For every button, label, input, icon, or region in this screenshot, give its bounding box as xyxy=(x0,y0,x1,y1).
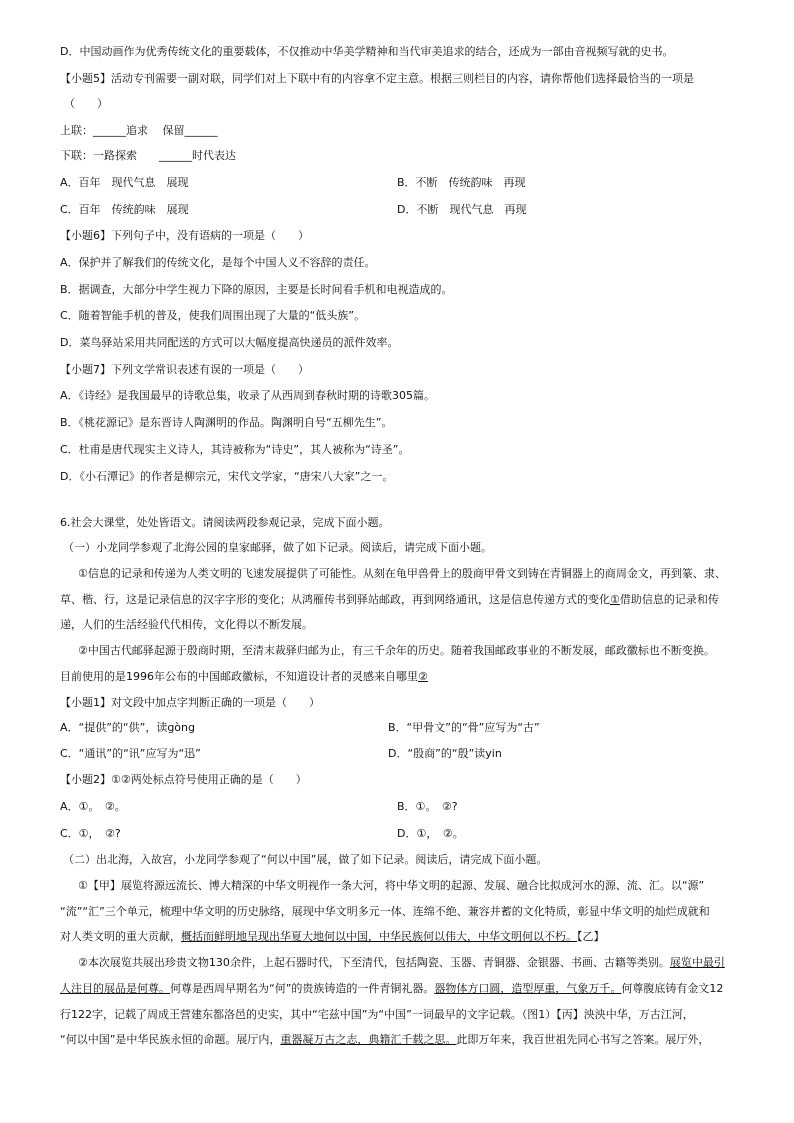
passage-3-line-2: “流”“汇”三个单元，梳理中华文明的历史脉络，展现中华文明多元一体、连绵不绝、兼容并蓄的文化特质，彰显中华文明的灿烂成就和 xyxy=(60,905,710,918)
q5-option-b: B．不断 传统韵味 再现 xyxy=(397,176,526,189)
passage-2-line-2: 目前使用的是1996年公布的中国邮政徽标，不知道设计者的灵感来自哪里② xyxy=(60,670,428,683)
q5-option-a: A．百年 现代气息 展现 xyxy=(60,176,189,189)
question-5-paren: （ ） xyxy=(64,97,108,110)
passage-4-line-4: “何以中国”是中华民族永恒的命题。展厅内，重器凝万古之志，典籍汇千载之思。此即万年来，我百世祖先同心书写之答案。展厅外， xyxy=(60,1033,710,1046)
underlined-sentence: 概括而鲜明地呈现出华夏大地何以中国，中华民族何以伟大，中华文明何以不朽。 xyxy=(181,930,577,943)
question-7-stem: 【小题7】下列文学常识表述有误的一项是（ ） xyxy=(60,363,309,376)
passage-2-line-1: ②中国古代邮驿起源于殷商时期，至清末裁驿归邮为止，有三千余年的历史。随着我国邮政事业的不断发展，邮政徽标也不断变换。 xyxy=(78,644,715,657)
q5-option-d-prev: D．中国动画作为优秀传统文化的重要载体，不仅推动中华美学精神和当代审美追求的结合，还成为一部由音视频写就的史书。 xyxy=(60,45,674,58)
sub1-option-a: A．“提供”的“供”，读gòng xyxy=(60,721,195,734)
sub2-option-c: C．①， ②? xyxy=(60,827,121,840)
q7-option-c: C．杜甫是唐代现实主义诗人，其诗被称为“诗史”，其人被称为“诗圣”。 xyxy=(60,443,410,456)
q6-option-b: B．据调查，大部分中学生视力下降的原因，主要是长时间看手机和电视造成的。 xyxy=(60,283,453,296)
section-6-title: 6.社会大课堂，处处皆语文。请阅读两段参观记录，完成下面小题。 xyxy=(60,516,390,529)
section-6-part-2: （二）出北海，入故宫，小龙同学参观了“何以中国”展，做了如下记录。阅读后，请完成下面小题。 xyxy=(63,853,548,866)
couplet-upper: 上联：______追求 保留______ xyxy=(60,124,218,137)
q5-option-d: D．不断 现代气息 再现 xyxy=(397,203,527,216)
question-6-stem: 【小题6】下列句子中，没有语病的一项是（ ） xyxy=(60,229,309,242)
sub2-option-b: B．①。 ②? xyxy=(397,800,458,813)
q6-option-a: A．保护并了解我们的传统文化，是每个中国人义不容辞的责任。 xyxy=(60,256,376,269)
sub1-option-c: C．“通讯”的“讯”应写为“迅” xyxy=(60,747,201,760)
sub2-option-a: A．①。 ②。 xyxy=(60,800,126,813)
sub2-option-d: D．①， ②。 xyxy=(397,827,464,840)
q6-option-c: C．随着智能手机的普及，使我们周围出现了大量的“低头族”。 xyxy=(60,309,366,322)
section-6-part-1: （一）小龙同学参观了北海公园的皇家邮驿，做了如下记录。阅读后，请完成下面小题。 xyxy=(63,541,492,554)
sub1-option-d: D．“殷商”的“殷”读yin xyxy=(388,747,502,760)
passage-1-line-2: 草、楷、行，这是记录信息的汉字字形的变化；从鸿雁传书到驿站邮政，再到网络通讯，这是信息传递方式的变化①借助信息的记录和传 xyxy=(60,593,719,606)
couplet-lower: 下联：一路探索 ______时代表达 xyxy=(60,149,236,162)
q7-option-b: B．《桃花源记》是东晋诗人陶渊明的作品。陶渊明自号“五柳先生”。 xyxy=(60,416,393,429)
passage-1-line-3: 递，人们的生活经验代代相传，文化得以不断发展。 xyxy=(60,618,313,631)
q7-option-d: D．《小石潭记》的作者是柳宗元，宋代文学家，“唐宋八大家”之一。 xyxy=(60,470,394,483)
sub1-option-b: B．“甲骨文”的“骨”应写为“古” xyxy=(388,721,540,734)
sub-question-1-stem: 【小题1】对文段中加点字判断正确的一项是（ ） xyxy=(60,696,320,709)
passage-4-line-2: 人注目的展品是何尊。何尊是西周早期名为“何”的贵族铸造的一件青铜礼器。器物体方口圆，造型厚重，气象万千。何尊腹底铸有金文12 xyxy=(60,982,724,995)
passage-3-line-1: ①【甲】展览将源远流长、博大精深的中华文明视作一条大河，将中华文明的起源、发展、融合比拟成河水的源、流、汇。以“源” xyxy=(78,879,705,892)
passage-1-line-1: ①信息的记录和传递为人类文明的飞速发展提供了可能性。从刻在龟甲兽骨上的殷商甲骨文到铸在青铜器上的商周金文，再到篆、隶、 xyxy=(78,567,726,580)
blank-2: ② xyxy=(418,670,428,683)
passage-4-line-3: 行122字，记载了周成王营建东都洛邑的史实，其中“宅兹中国”为“中国”一词最早的文字记载。（图1）【丙】泱泱中华，万古江河， xyxy=(60,1008,694,1021)
q7-option-a: A．《诗经》是我国最早的诗歌总集，收录了从西周到春秋时期的诗歌305篇。 xyxy=(60,389,436,402)
blank-1: ① xyxy=(610,593,620,606)
passage-3-line-3: 对人类文明的重大贡献，概括而鲜明地呈现出华夏大地何以中国，中华民族何以伟大，中华文明何以不朽。【乙】 xyxy=(60,930,605,943)
passage-4-line-1: ②本次展览共展出珍贵文物130余件，上起石器时代，下至清代，包括陶瓷、玉器、青铜器、金银器、书画、古籍等类别。展览中最引 xyxy=(78,956,725,969)
q6-option-d: D．菜鸟驿站采用共同配送的方式可以大幅度提高快递员的派件效率。 xyxy=(60,336,399,349)
sub-question-2-stem: 【小题2】①②两处标点符号使用正确的是（ ） xyxy=(60,773,307,786)
q5-option-c: C．百年 传统韵味 展现 xyxy=(60,203,189,216)
question-5-stem: 【小题5】活动专刊需要一副对联，同学们对上下联中有的内容拿不定主意。根据三则栏目的内容，请你帮他们选择最恰当的一项是 xyxy=(60,72,694,85)
